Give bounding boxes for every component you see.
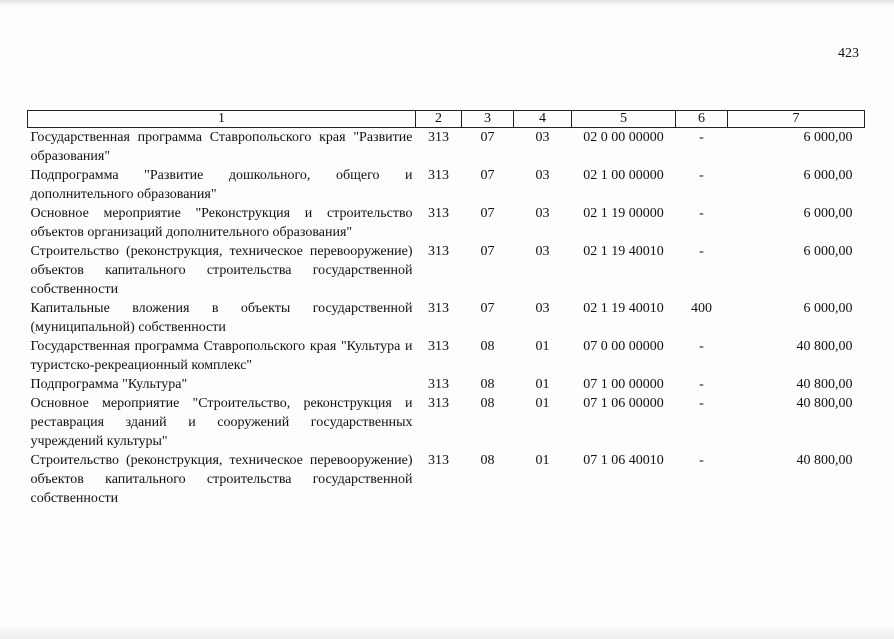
row-ministry-code: 313 (428, 339, 449, 354)
row-expense-type: - (699, 377, 704, 392)
row-target-article: 07 0 00 00000 (583, 339, 664, 354)
header-col-7: 7 (728, 111, 865, 128)
row-amount: 6 000,00 (803, 130, 853, 145)
row-subsection: 03 (535, 130, 550, 145)
row-target-article: 07 1 06 00000 (583, 396, 664, 411)
table-row (28, 337, 865, 375)
row-name: Подпрограмма "Развитие дошкольного, общего и дополнительного образования" (30, 168, 413, 202)
row-ministry-code: 313 (428, 453, 449, 468)
budget-table (27, 110, 865, 508)
row-amount: 40 800,00 (796, 453, 853, 468)
header-col-3: 3 (462, 111, 514, 128)
header-col-5: 5 (572, 111, 676, 128)
row-subsection: 03 (535, 168, 550, 183)
row-amount: 40 800,00 (796, 339, 853, 354)
table-row (28, 166, 865, 204)
row-name: Строительство (реконструкция, техническое перевооружение) объектов капитального строительства государственной собственности (30, 453, 413, 506)
row-ministry-code: 313 (428, 301, 449, 316)
row-expense-type: - (699, 206, 704, 221)
row-subsection: 01 (535, 339, 550, 354)
table-row (28, 451, 865, 508)
table-row (28, 375, 865, 394)
row-amount: 6 000,00 (803, 206, 853, 221)
row-target-article: 07 1 06 40010 (583, 453, 664, 468)
row-ministry-code: 313 (428, 377, 449, 392)
table-row (28, 128, 865, 167)
header-col-4: 4 (514, 111, 572, 128)
row-expense-type: - (699, 453, 704, 468)
row-expense-type: - (699, 130, 704, 145)
row-expense-type: - (699, 244, 704, 259)
header-col-6: 6 (676, 111, 728, 128)
row-target-article: 02 0 00 00000 (583, 130, 664, 145)
scan-bottom-shadow (0, 625, 894, 639)
row-amount: 40 800,00 (796, 396, 853, 411)
row-expense-type: - (699, 168, 704, 183)
row-target-article: 02 1 19 00000 (583, 206, 664, 221)
row-section: 08 (480, 377, 495, 392)
table-row (28, 394, 865, 451)
table-row (28, 242, 865, 299)
row-section: 07 (480, 168, 495, 183)
scan-top-shadow (0, 0, 894, 6)
row-expense-type: 400 (691, 301, 712, 316)
row-section: 08 (480, 453, 495, 468)
row-amount: 6 000,00 (803, 244, 853, 259)
row-target-article: 02 1 19 40010 (583, 301, 664, 316)
header-row (28, 111, 865, 128)
page-number: 423 (838, 46, 859, 61)
table-row (28, 299, 865, 337)
row-ministry-code: 313 (428, 168, 449, 183)
row-subsection: 03 (535, 301, 550, 316)
header-col-2: 2 (416, 111, 462, 128)
row-name: Государственная программа Ставропольского края "Культура и туристско-рекреационный комплекс" (30, 339, 413, 373)
row-name: Основное мероприятие "Реконструкция и строительство объектов организаций дополнительного образования" (30, 206, 413, 240)
row-section: 08 (480, 339, 495, 354)
row-ministry-code: 313 (428, 396, 449, 411)
row-section: 07 (480, 301, 495, 316)
row-name: Государственная программа Ставропольского края "Развитие образования" (30, 130, 413, 164)
row-target-article: 02 1 00 00000 (583, 168, 664, 183)
row-subsection: 01 (535, 453, 550, 468)
row-name: Подпрограмма "Культура" (30, 377, 188, 392)
row-ministry-code: 313 (428, 130, 449, 145)
row-name: Капитальные вложения в объекты государственной (муниципальной) собственности (30, 301, 413, 335)
row-section: 08 (480, 396, 495, 411)
row-name: Основное мероприятие "Строительство, реконструкция и реставрация зданий и сооружений государственных учреждений культуры" (30, 396, 413, 449)
row-amount: 40 800,00 (796, 377, 853, 392)
row-target-article: 02 1 19 40010 (583, 244, 664, 259)
row-subsection: 01 (535, 377, 550, 392)
row-section: 07 (480, 244, 495, 259)
row-ministry-code: 313 (428, 244, 449, 259)
row-name: Строительство (реконструкция, техническое перевооружение) объектов капитального строительства государственной собственности (30, 244, 413, 297)
row-ministry-code: 313 (428, 206, 449, 221)
row-expense-type: - (699, 339, 704, 354)
row-amount: 6 000,00 (803, 168, 853, 183)
header-col-1: 1 (28, 111, 416, 128)
row-amount: 6 000,00 (803, 301, 853, 316)
row-section: 07 (480, 206, 495, 221)
table-row (28, 204, 865, 242)
row-expense-type: - (699, 396, 704, 411)
row-target-article: 07 1 00 00000 (583, 377, 664, 392)
row-subsection: 03 (535, 244, 550, 259)
row-subsection: 01 (535, 396, 550, 411)
row-section: 07 (480, 130, 495, 145)
row-subsection: 03 (535, 206, 550, 221)
